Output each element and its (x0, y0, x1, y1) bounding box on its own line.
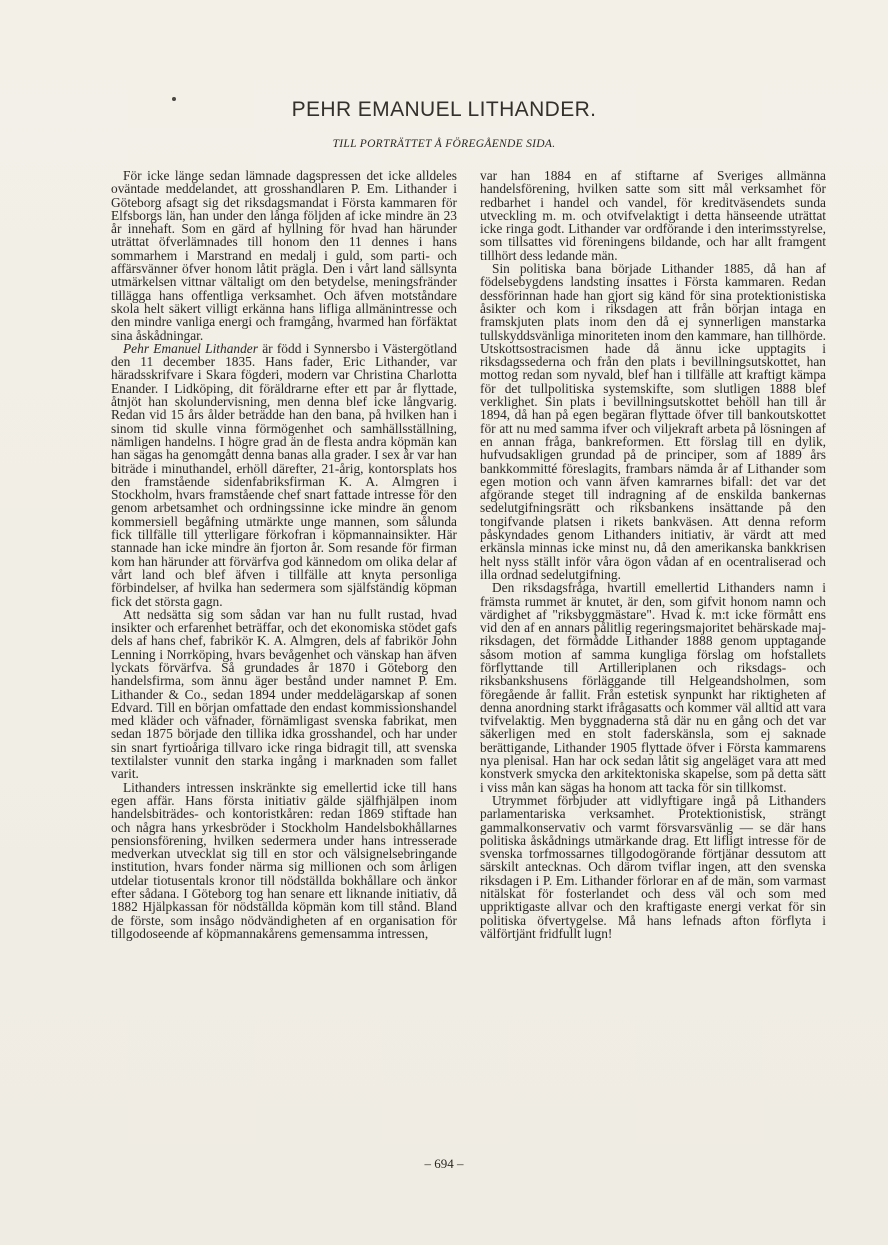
paragraph: Den riksdagsfråga, hvartill emellertid Lithanders namn i främsta rummet är knutet, är den, som gifvit honom namn och värdighet af "riksbyggmästare". Hvad k. m:t icke förmått ens vid den af en annars pålitlig regeringsmajoritet behärskade maj-riksdagen, det förmådde Lithander 1888 genom upptagande såsom motion af samma kungliga förslag om hofstallets förflyttande till Artilleriplanen och riksdags- och riksbankshusens förläggande till Helgeandsholmen, som föregående år fallit. Från estetisk synpunkt har riktigheten af denna anordning starkt ifrågasatts och kommer väl alltid att vara tvifvelaktig. Men byggnaderna stå där nu en gång och det var säkerligen med en stolt faderskänsla, som ej saknade berättigande, Lithander 1905 flyttade öfver i Första kammarens nya plenisal. Han har ock sedan låtit sig angeläget vara att med konstverk smycka den arkitektoniska skapelse, som på detta sätt i viss mån kan sägas ha honom att tacka för sin tillkomst. (480, 580, 826, 795)
paragraph (111, 342, 457, 608)
page-number: – 694 – (424, 1156, 464, 1171)
right-column (480, 169, 826, 940)
paragraph: Att nedsätta sig som sådan var han nu fullt rustad, hvad insikter och erfarenhet beträffar, och det ekonomiska stödet gafs dels af hans chef, fabrikör K. A. Almgren, dels af fabrikör John Lenning i Norrköping, hvars bevågenhet och vänskap han äfven lyckats förvärfva. Så grundades år 1870 i Göteborg den handelsfirma, som ännu äger bestånd under namnet P. Em. Lithander & Co., sedan 1894 under meddelägarskap af sonen Edvard. Till en början omfattade den endast kommissionshandel med kläder och väfnader, förnämligast svenska fabrikat, men sedan 1875 började den tillika idka grosshandel, och har under sin snart fyrtioåriga tillvaro icke ringa bidragit till, att svenska textilalster vunnit den starka ingång i marknaden som fallet varit. (111, 606, 457, 782)
paragraph: Sin politiska bana började Lithander 1885, då han af födelsebygdens landsting insattes i Första kammaren. Redan dessförinnan hade han gjort sig känd för sina protektionistiska åsikter och kom i riksdagen att från början intaga en framskjuten plats inom den då ej synnerligen manstarka tullskyddsvänliga minoriteten inom den kammare, han tillhörde. Utskottsostracismen hade då ännu icke upptagits i riksdagssederna och från den plats i bevillningsutskottet, han mottog redan som nyvald, blef han i tillfälle att kraftigt kämpa för det tullpolitiska systemskifte, som slutligen 1888 blef verklighet. Sin plats i bevillningsutskottet behöll han till år 1894, då han på egen begäran flyttade öfver till bankoutskottet för att nu med samma ifver och viljekraft arbeta på lösningen af en annan fråga, bankreformen. Ett förslag till en dylik, hufvudsakligen grundad på de principer, som af 1889 års bankkommitté föreslagits, frambars nämda år af Lithander som egen motion och vann äfven kamrarnes bifall: det var det afgörande steget till indragning af de enskilda bankernas sedelutgifningsrätt och riksbankens insättande på den tongifvande platsen i rikets bankväsen. Att denna reform påskyndades genom Lithanders initiativ, är värdt att med erkänsla minnas icke minst nu, då den amerikanska bankkrisen helt nyss ställt inför våra ögon vådan af en ocentraliserad och illa ordnad sedelutgifning. (480, 261, 826, 582)
article-subtitle: TILL PORTRÄTTET Å FÖREGÅENDE SIDA. (332, 138, 556, 150)
left-column (111, 169, 457, 940)
article-title: PEHR EMANUEL LITHANDER. (291, 98, 597, 121)
paragraph: För icke länge sedan lämnade dagspressen det icke alldeles oväntade meddelandet, att grosshandlaren P. Em. Lithander i Göteborg afsagt sig det riksdagsmandat i Första kammaren för Elfsborgs län, han under den långa följden af icke mindre än 23 år innehaft. Som en gärd af hyllning för hvad han härunder uträttat öfverlämnades till honom den 11 dennes i hans sommarhem i Marstrand en medalj i guld, som parti- och affärsvänner öfver honom låtit prägla. Den i vårt land sällsynta utmärkelsen vittnar vältaligt om den betydelse, meningsfränder tillägga hans offentliga verksamhet. Och äfven motståndare skola helt säkert villigt erkänna hans lifliga allmänintresse och den mindre vanliga energi och framgång, hvarmed han förfäktat sina åskådningar. (111, 168, 457, 343)
paragraph: Utrymmet förbjuder att vidlyftigare ingå på Lithanders parlamentariska verksamhet. Protektionistisk, strängt gammalkonservativ och varmt försvarsvänlig — se där hans politiska åskådnings utmärkande drag. Ett lifligt intresse för de svenska torfmossarnes tillgodogörande förtjänar dessutom att särskilt antecknas. Och därom tviflar ingen, att den svenska riksdagen i P. Em. Lithander förlorar en af de män, som varmast nitälskat för fosterlandet och dess väl och som med uppriktigaste allvar och den kraftigaste energi verkat för sin politiska öfvertygelse. Må hans lefnads afton förflyta i välförtjänt fridfullt lugn! (480, 792, 826, 941)
paragraph: Lithanders intressen inskränkte sig emellertid icke till hans egen affär. Hans första initiativ gälde själfhjälpen inom handelsbiträdes- och kontoristkåren: redan 1869 stiftade han och några hans yrkesbröder i Stockholm Handelsbokhållarnes pensionsförening, hvilken sedermera under hans intresserade medverkan utvecklat sig till en stor och välsignelsebringande institution, hvars fonder närma sig millionen och som årligen utdelar tiotusentals kronor till nödställda bokhållare och änkor efter sådana. I Göteborg tog han senare ett liknande initiativ, då 1882 Hjälpkassan för nödställda köpmän kom till stånd. Bland de förste, som insågo nödvändigheten af en organisation för tillgodoseende af köpmannakårens gemensamma intressen, (111, 779, 457, 941)
paragraph-text: är född i Synnersbo i Västergötland den 11 december 1835. Hans fader, Eric Lithander, var häradsskrifvare i Skara fögderi, modern var Christina Charlotta Enander. I Lidköping, dit föräldrarne efter ett par år flyttade, åtnjöt han skolundervisning, men denna blef icke långvarig. Redan vid 15 års ålder beträdde han den bana, på hvilken han i sinom tid skulle vinna förmögenhet och samhällsställning, nämligen handelns. I högre grad än de flesta andra köpmän kan han sägas ha genomgått denna banas alla grader. I sex år var han biträde i minuthandel, erhöll därefter, 21-årig, kontorsplats hos den framstående sidenfabriksfirman K. A. Almgren i Stockholm, hvars framstående chef snart fattade intresse för den genom arbetsamhet och ordningssinne icke mindre än genom kommersiell begåfning utmärkte unge mannen, som sålunda fick tillfälle till ytterligare förkofran i köpmannainsikter. Här stannade han icke mindre än fjorton år. Som resande för firman kom han härunder att förvärfva god kännedom om olika delar af vårt land och blef äfven i tillfälle att knyta personliga förbindelser, af hvilka han sedermera som själfständig köpman fick det största gagn. (111, 340, 457, 609)
person-name: Pehr Emanuel Lithander (123, 340, 258, 356)
paragraph: var han 1884 en af stiftarne af Sveriges allmänna handelsförening, hvilken satte som sitt mål verksamhet för redbarhet i handel och vandel, för kreditväsendets sunda utveckling m. m. och otvifvelaktigt i detta hänseende uträttat icke ringa godt. Lithander var ordförande i den interimsstyrelse, som tillsattes vid föreningens bildande, och har allt framgent tillhört dess ledande män. (480, 168, 826, 263)
